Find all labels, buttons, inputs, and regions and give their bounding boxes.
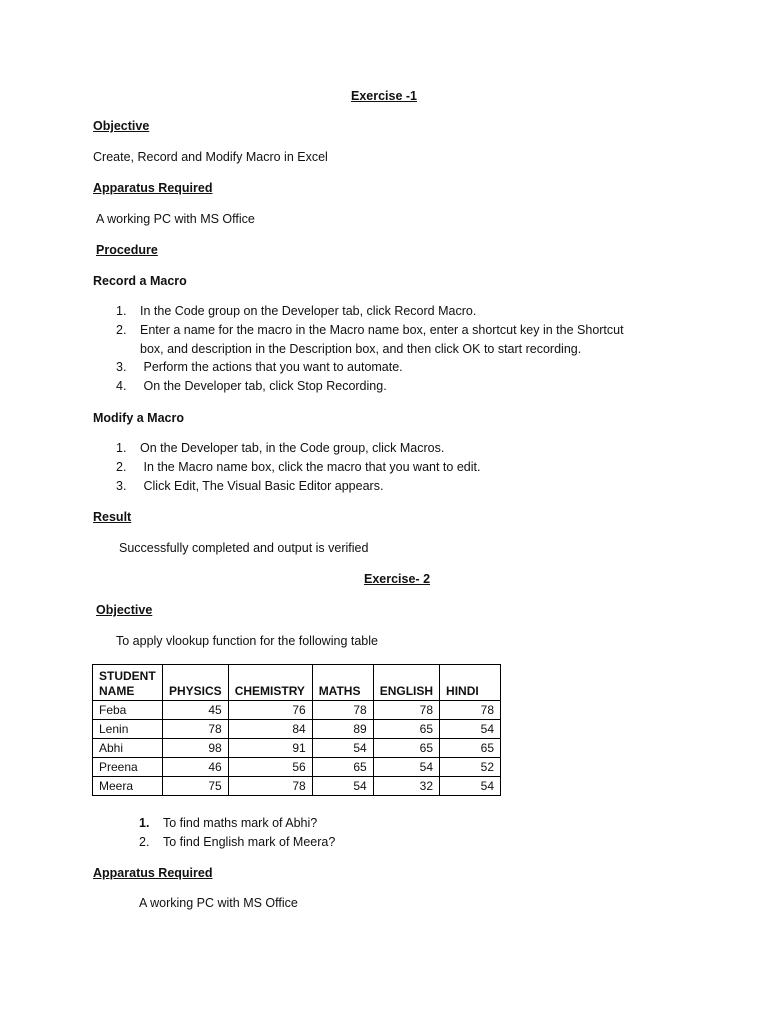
column-header-english: ENGLISH (373, 665, 439, 701)
table-cell: 54 (312, 777, 373, 796)
exercise1-apparatus-heading: Apparatus Required (93, 181, 213, 195)
table-cell: 65 (312, 758, 373, 777)
procedure-heading: Procedure (96, 243, 158, 257)
table-cell: 75 (163, 777, 229, 796)
exercise1-apparatus-text: A working PC with MS Office (96, 212, 255, 226)
table-row (93, 720, 501, 739)
list-text: On the Developer tab, click Stop Recording. (143, 379, 387, 393)
table-cell: 45 (163, 701, 229, 720)
table-header-row (93, 665, 501, 701)
table-cell: Meera (93, 777, 163, 796)
modify-macro-heading: Modify a Macro (93, 411, 184, 425)
table-cell: 54 (440, 720, 501, 739)
list-item (116, 440, 480, 459)
table-cell: 89 (312, 720, 373, 739)
list-text: To find maths mark of Abhi? (163, 816, 318, 830)
list-number: 1. (139, 816, 150, 830)
table-cell: 84 (228, 720, 312, 739)
table-cell: 78 (312, 701, 373, 720)
list-item (139, 834, 335, 853)
exercise1-objective-text: Create, Record and Modify Macro in Excel (93, 150, 328, 164)
list-text: box, and description in the Description box, and then click OK to start recording. (140, 342, 582, 356)
list-text: Enter a name for the macro in the Macro name box, enter a shortcut key in the Shortcut (140, 323, 624, 337)
table-cell: 54 (373, 758, 439, 777)
list-number: 3. (116, 479, 127, 493)
column-header-maths: MATHS (312, 665, 373, 701)
table-cell: 52 (440, 758, 501, 777)
table-row (93, 739, 501, 758)
record-macro-heading: Record a Macro (93, 274, 187, 288)
table-cell: 54 (440, 777, 501, 796)
table-cell: 65 (373, 739, 439, 758)
list-text: Perform the actions that you want to automate. (143, 360, 403, 374)
list-text: On the Developer tab, in the Code group, click Macros. (140, 441, 445, 455)
column-header-physics: PHYSICS (163, 665, 229, 701)
exercise1-title: Exercise -1 (350, 89, 418, 103)
table-cell: 78 (373, 701, 439, 720)
record-steps-list (116, 303, 624, 397)
column-header-student-name: STUDENT NAME (93, 665, 163, 701)
modify-steps-list (116, 440, 480, 497)
exercise2-apparatus-heading: Apparatus Required (93, 866, 213, 880)
list-number: 3. (116, 360, 127, 374)
column-header-hindi: HINDI (440, 665, 501, 701)
table-cell: 98 (163, 739, 229, 758)
table-row (93, 777, 501, 796)
table-cell: 76 (228, 701, 312, 720)
table-cell: 91 (228, 739, 312, 758)
list-number: 1. (116, 304, 127, 318)
table-cell: Feba (93, 701, 163, 720)
exercise2-objective-heading: Objective (96, 603, 153, 617)
marks-table (92, 664, 501, 796)
list-number: 2. (139, 835, 150, 849)
table-cell: 78 (440, 701, 501, 720)
exercise2-objective-text: To apply vlookup function for the following table (116, 634, 378, 648)
list-item (116, 322, 624, 341)
exercise2-title: Exercise- 2 (364, 572, 431, 586)
list-number: 2. (116, 323, 127, 337)
list-item (116, 459, 480, 478)
list-item (116, 378, 624, 397)
list-text: In the Code group on the Developer tab, click Record Macro. (140, 304, 477, 318)
table-row (93, 701, 501, 720)
list-text: In the Macro name box, click the macro that you want to edit. (143, 460, 481, 474)
list-text: Click Edit, The Visual Basic Editor appears. (143, 479, 384, 493)
table-cell: 65 (440, 739, 501, 758)
list-item (116, 359, 624, 378)
exercise1-objective-heading: Objective (93, 119, 150, 133)
result-text: Successfully completed and output is verified (119, 541, 369, 555)
list-item (139, 815, 335, 834)
list-number: 1. (116, 441, 127, 455)
list-item (116, 478, 480, 497)
list-item (116, 303, 624, 322)
column-header-chemistry: CHEMISTRY (228, 665, 312, 701)
list-item-continuation (116, 341, 624, 359)
list-number: 2. (116, 460, 127, 474)
table-cell: 54 (312, 739, 373, 758)
result-heading: Result (93, 510, 132, 524)
table-cell: Abhi (93, 739, 163, 758)
table-cell: 46 (163, 758, 229, 777)
questions-list (139, 815, 335, 853)
exercise2-apparatus-text: A working PC with MS Office (139, 896, 298, 910)
table-cell: Preena (93, 758, 163, 777)
table-cell: 65 (373, 720, 439, 739)
table-cell: 78 (163, 720, 229, 739)
table-cell: 56 (228, 758, 312, 777)
table-cell: Lenin (93, 720, 163, 739)
list-number: 4. (116, 379, 127, 393)
table-cell: 32 (373, 777, 439, 796)
table-cell: 78 (228, 777, 312, 796)
table-row (93, 758, 501, 777)
list-text: To find English mark of Meera? (163, 835, 336, 849)
